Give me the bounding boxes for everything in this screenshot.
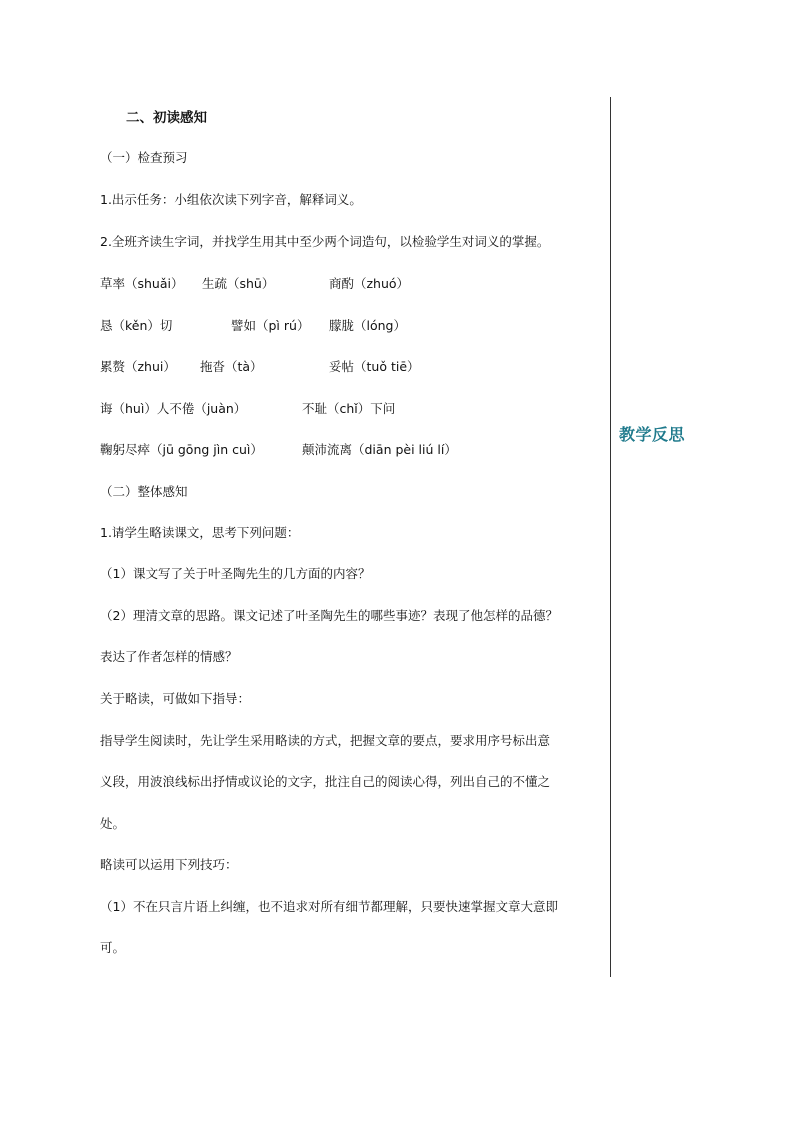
- vocab-word: 生疏（shū）: [202, 276, 275, 291]
- guide-line-3: 处。: [100, 816, 126, 831]
- question-2-line-2: 表达了作者怎样的情感？: [100, 649, 238, 664]
- read-instruction: 1.请学生略读课文，思考下列问题：: [100, 525, 300, 540]
- task-1: 1.出示任务：小组依次读下列字音，解释词义。: [100, 192, 362, 207]
- teaching-reflection-label: 教学反思: [619, 425, 686, 444]
- question-2-line-1: （2）理清文章的思路。课文记述了叶圣陶先生的哪些事迹？表现了他怎样的品德？: [100, 608, 558, 623]
- skill-1-line-1: （1）不在只言片语上纠缠，也不追求对所有细节都理解，只要快速掌握文章大意即: [100, 899, 558, 914]
- vocab-word: 颠沛流离（diān pèi liú lí）: [302, 442, 457, 457]
- sub-heading-overall: （二）整体感知: [100, 484, 188, 499]
- guide-line-1: 指导学生阅读时，先让学生采用略读的方式，把握文章的要点，要求用序号标出意: [100, 733, 551, 748]
- skill-title: 略读可以运用下列技巧：: [100, 857, 238, 872]
- vocab-word: 朦胧（lóng）: [329, 318, 406, 333]
- vocab-word: 不耻（chǐ）下问: [302, 401, 396, 416]
- section-title: 二、初读感知: [126, 110, 207, 126]
- task-2: 2.全班齐读生字词，并找学生用其中至少两个词造句，以检验学生对词义的掌握。: [100, 234, 550, 249]
- question-1: （1）课文写了关于叶圣陶先生的几方面的内容？: [100, 566, 371, 581]
- vocab-word: 诲（huì）人不倦（juàn）: [100, 401, 247, 416]
- vocab-word: 商酌（zhuó）: [329, 276, 410, 291]
- vocab-word: 拖沓（tà）: [200, 359, 263, 374]
- lesson-content: [100, 0, 610, 1123]
- vocab-word: 累赘（zhui）: [100, 359, 176, 374]
- vocab-word: 妥帖（tuǒ tiē）: [329, 359, 420, 374]
- guide-title: 关于略读，可做如下指导：: [100, 691, 251, 706]
- guide-line-2: 义段，用波浪线标出抒情或议论的文字，批注自己的阅读心得，列出自己的不懂之: [100, 774, 551, 789]
- skill-1-line-2: 可。: [100, 940, 126, 955]
- sub-heading-preview: （一）检查预习: [100, 150, 188, 165]
- vocab-word: 譬如（pì rú）: [231, 318, 310, 333]
- vocab-word: 恳（kěn）切: [100, 318, 173, 333]
- column-divider: [610, 97, 611, 977]
- vocab-word: 鞠躬尽瘁（jū gōng jìn cuì）: [100, 442, 263, 457]
- vocab-word: 草率（shuǎi）: [100, 276, 184, 291]
